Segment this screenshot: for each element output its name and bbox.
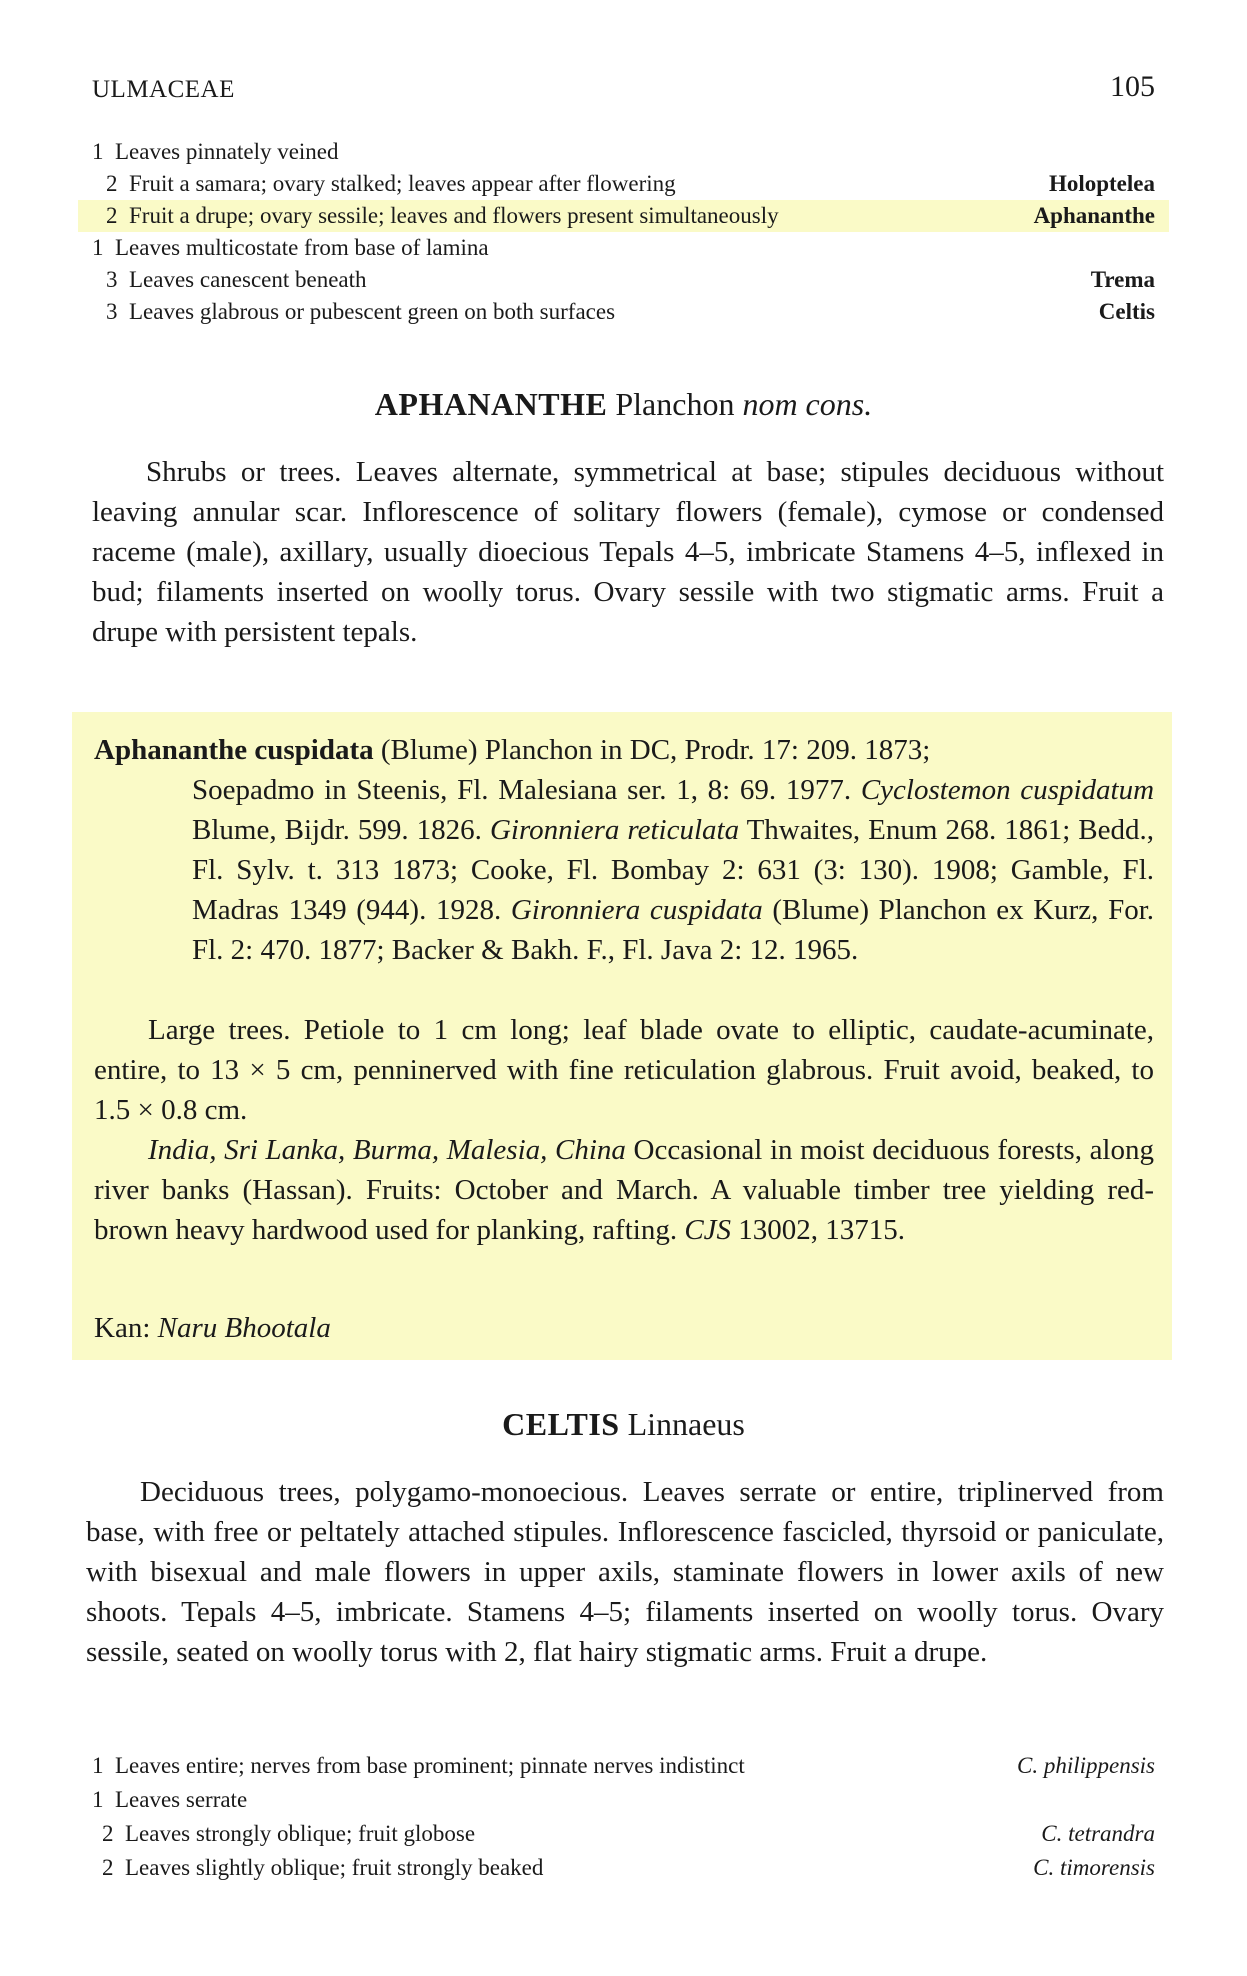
key-text: Leaves entire; nerves from base prominent; pinnate nerves indistinct: [115, 1753, 745, 1778]
species-distribution: [94, 1130, 1154, 1250]
synonym-citation: Thwaites, Enum 268. 1861; Bedd., Fl. Sylv. t. 313 1873; Cooke, Fl. Bombay 2: 631 (3: 130). 1908; Gamble, Fl. Madras 1349 (944). 1928.: [192, 814, 1155, 926]
key-number: 1: [92, 235, 104, 260]
synonymy: [192, 770, 1154, 970]
key-row: [92, 296, 1155, 328]
distribution-regions: India, Sri Lanka, Burma, Malesia, China: [148, 1134, 626, 1166]
key-row: [92, 232, 1155, 264]
key-row: [92, 168, 1155, 200]
family-name: ULMACEAE: [92, 76, 235, 103]
key-row: [92, 264, 1155, 296]
genus-description: Shrubs or trees. Leaves alternate, symmetrical at base; stipules deciduous without leaving annular scar. Inflorescence of solitary flowers (female), cymose or condensed raceme (male), axillary, usually dioecious Tepals 4–5, imbricate Stamens 4–5, inflexed in bud; filaments inserted on woolly torus. Ovary sessile with two stigmatic arms. Fruit a drupe with persistent tepals.: [92, 456, 1164, 648]
species-description: Large trees. Petiole to 1 cm long; leaf blade ovate to elliptic, caudate-acuminate, entire, to 13 × 5 cm, penninerved with fine reticulation glabrous. Fruit avoid, beaked, to 1.5 × 0.8 cm.: [94, 1014, 1154, 1126]
key-taxon: C. philippensis: [1011, 1748, 1155, 1784]
synonym-name: Gironniera cuspidata: [510, 894, 763, 926]
distribution-notes: Occasional in moist deciduous forests, along river banks (Hassan). Fruits: October and March. A valuable timber tree yielding red-brown heavy hardwood used for planking, rafting.: [94, 1134, 1154, 1246]
genus-name: CELTIS: [502, 1406, 620, 1442]
key-number: 3: [106, 299, 118, 324]
synonym-name: Cyclostemon cuspidatum: [860, 774, 1155, 806]
key-number: 2: [106, 203, 118, 228]
key-taxon: Holoptelea: [1043, 168, 1155, 200]
key-taxon: Celtis: [1093, 296, 1155, 328]
key-row: [92, 136, 1155, 168]
vernacular-name: [94, 1308, 331, 1348]
key-number: 2: [102, 1855, 114, 1880]
genus-name: APHANANTHE: [374, 386, 608, 422]
synonym-name: Gironniera reticulata: [489, 814, 740, 846]
key-text: Leaves strongly oblique; fruit globose: [125, 1821, 476, 1846]
key-text: Leaves glabrous or pubescent green on both surfaces: [129, 299, 616, 324]
species-name: Aphananthe cuspidata: [94, 734, 374, 766]
key-number: 1: [92, 139, 104, 164]
synonym-citation: (Blume) Planchon ex Kurz, For. Fl. 2: 470. 1877; Backer & Bakh. F., Fl. Java 2: 12. 1965.: [192, 894, 1155, 966]
key-text: Leaves canescent beneath: [129, 267, 367, 292]
key-taxon: C. timorensis: [1027, 1850, 1155, 1886]
key-taxon: Trema: [1085, 264, 1155, 296]
genus-description: Deciduous trees, polygamo-monoecious. Leaves serrate or entire, triplinerved from base, with free or peltately attached stipules. Inflorescence fascicled, thyrsoid or paniculate, with bisexual and male flowers in upper axils, staminate flowers in lower axils of new shoots. Tepals 4–5, imbricate. Stamens 4–5; filaments inserted on woolly torus. Ovary sessile, seated on woolly torus with 2, flat hairy stigmatic arms. Fruit a drupe.: [86, 1476, 1164, 1668]
key-number: 1: [92, 1753, 104, 1778]
vernacular-value: Naru Bhootala: [157, 1312, 331, 1344]
genus-author: Linnaeus: [627, 1406, 745, 1442]
key-row: [92, 1782, 1155, 1818]
key-text: Fruit a samara; ovary stalked; leaves appear after flowering: [129, 171, 676, 196]
nomenclature-status: nom cons.: [742, 386, 873, 422]
key-text: Leaves slightly oblique; fruit strongly beaked: [125, 1855, 544, 1880]
key-taxon: C. tetrandra: [1035, 1816, 1155, 1852]
page-number: 105: [1110, 70, 1155, 103]
key-taxon: Aphananthe: [1028, 200, 1155, 232]
specimen-numbers: 13002, 13715.: [738, 1214, 906, 1246]
species-author-citation: (Blume) Planchon in DC, Prodr. 17: 209. 1873;: [380, 734, 931, 766]
key-number: 2: [106, 171, 118, 196]
key-row-highlighted: [78, 200, 1169, 232]
key-number: 2: [102, 1821, 114, 1846]
key-row: [92, 1748, 1155, 1784]
key-text: Leaves pinnately veined: [115, 139, 339, 164]
key-text: Leaves multicostate from base of lamina: [115, 235, 489, 260]
key-row: [92, 1816, 1155, 1852]
specimen-prefix: CJS: [684, 1214, 732, 1246]
key-number: 1: [92, 1787, 104, 1812]
genus-author: Planchon: [615, 386, 735, 422]
species-account: [72, 712, 1172, 1360]
key-row: [92, 1850, 1155, 1886]
vernacular-language: Kan:: [94, 1312, 151, 1344]
key-number: 3: [106, 267, 118, 292]
running-head: [92, 70, 1155, 110]
synonym-citation: Soepadmo in Steenis, Fl. Malesiana ser. 1, 8: 69. 1977.: [192, 774, 852, 806]
key-text: Leaves serrate: [115, 1787, 248, 1812]
synonym-citation: Blume, Bijdr. 599. 1826.: [192, 814, 482, 846]
key-text: Fruit a drupe; ovary sessile; leaves and flowers present simultaneously: [129, 203, 779, 228]
genus-heading-aphananthe: [0, 386, 1247, 423]
genus-heading-celtis: [0, 1406, 1247, 1443]
species-citation: [94, 730, 1154, 770]
